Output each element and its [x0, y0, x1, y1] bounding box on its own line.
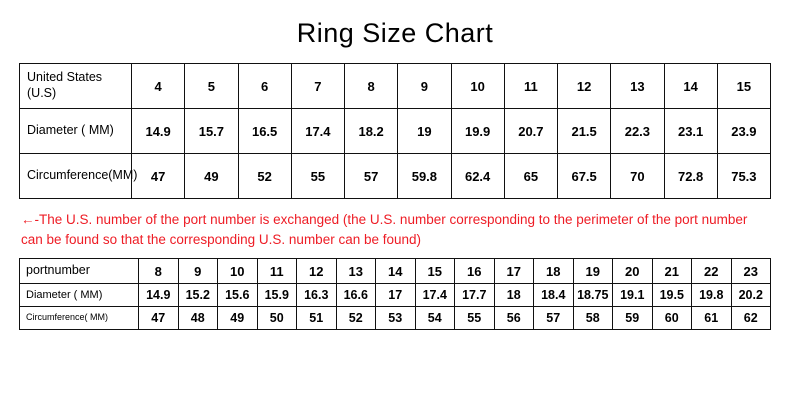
cell-diameter: 23.9: [717, 109, 770, 154]
cell-diameter: 18: [494, 284, 534, 307]
cell-diameter: 19.1: [613, 284, 653, 307]
cell-diameter: 17.4: [291, 109, 344, 154]
cell-circumference: 52: [238, 154, 291, 199]
cell-circumference: 60: [652, 307, 692, 330]
cell-circumference: 49: [185, 154, 238, 199]
cell-circumference: 53: [376, 307, 416, 330]
cell-port-number: 16: [455, 259, 495, 284]
cell-circumference: 67.5: [558, 154, 611, 199]
cell-diameter: 21.5: [558, 109, 611, 154]
table-row: [20, 109, 771, 154]
us-size-table: [19, 63, 771, 199]
cell-circumference: 61: [692, 307, 732, 330]
cell-diameter: 20.2: [731, 284, 771, 307]
cell-diameter: 23.1: [664, 109, 717, 154]
cell-circumference: 55: [291, 154, 344, 199]
cell-circumference: 65: [504, 154, 557, 199]
cell-circumference: 56: [494, 307, 534, 330]
row-label-circumference: Circumference(MM): [20, 154, 132, 199]
cell-circumference: 72.8: [664, 154, 717, 199]
cell-circumference: 51: [297, 307, 337, 330]
cell-diameter: 19.8: [692, 284, 732, 307]
cell-port-number: 22: [692, 259, 732, 284]
cell-circumference: 58: [573, 307, 613, 330]
cell-circumference: 52: [336, 307, 376, 330]
cell-port-number: 11: [257, 259, 297, 284]
cell-diameter: 17.4: [415, 284, 455, 307]
cell-diameter: 19.5: [652, 284, 692, 307]
cell-port-number: 13: [336, 259, 376, 284]
cell-diameter: 15.2: [178, 284, 218, 307]
cell-us-size: 4: [132, 64, 185, 109]
cell-port-number: 14: [376, 259, 416, 284]
cell-port-number: 9: [178, 259, 218, 284]
cell-port-number: 21: [652, 259, 692, 284]
port-number-table: [19, 258, 771, 330]
cell-us-size: 11: [504, 64, 557, 109]
cell-circumference: 49: [218, 307, 258, 330]
row-label-circumference: Circumference( MM): [20, 307, 139, 330]
cell-circumference: 57: [534, 307, 574, 330]
cell-diameter: 16.6: [336, 284, 376, 307]
cell-circumference: 62: [731, 307, 771, 330]
page-title: Ring Size Chart: [296, 18, 494, 48]
cell-circumference: 62.4: [451, 154, 504, 199]
cell-us-size: 13: [611, 64, 664, 109]
cell-port-number: 20: [613, 259, 653, 284]
table-row: [20, 259, 771, 284]
cell-diameter: 16.5: [238, 109, 291, 154]
cell-diameter: 20.7: [504, 109, 557, 154]
cell-us-size: 8: [345, 64, 398, 109]
cell-port-number: 10: [218, 259, 258, 284]
cell-us-size: 10: [451, 64, 504, 109]
cell-diameter: 16.3: [297, 284, 337, 307]
cell-diameter: 19.9: [451, 109, 504, 154]
cell-port-number: 17: [494, 259, 534, 284]
cell-circumference: 50: [257, 307, 297, 330]
cell-us-size: 9: [398, 64, 451, 109]
cell-diameter: 14.9: [132, 109, 185, 154]
cell-circumference: 47: [132, 154, 185, 199]
cell-us-size: 6: [238, 64, 291, 109]
table-row: [20, 154, 771, 199]
cell-port-number: 23: [731, 259, 771, 284]
cell-circumference: 59.8: [398, 154, 451, 199]
cell-diameter: 17.7: [455, 284, 495, 307]
row-label-us: United States (U.S): [20, 64, 132, 109]
cell-us-size: 15: [717, 64, 770, 109]
cell-circumference: 75.3: [717, 154, 770, 199]
cell-diameter: 15.6: [218, 284, 258, 307]
cell-diameter: 22.3: [611, 109, 664, 154]
conversion-note: ←-The U.S. number of the port number is exchanged (the U.S. number corresponding to the perimeter of the port number can be found so that the corresponding U.S. number can be found): [21, 212, 748, 247]
cell-circumference: 55: [455, 307, 495, 330]
cell-port-number: 12: [297, 259, 337, 284]
table-row: [20, 284, 771, 307]
cell-port-number: 18: [534, 259, 574, 284]
cell-diameter: 14.9: [139, 284, 179, 307]
cell-circumference: 48: [178, 307, 218, 330]
table-row: [20, 307, 771, 330]
row-label-diameter: Diameter ( MM): [20, 284, 139, 307]
cell-us-size: 14: [664, 64, 717, 109]
row-label-diameter: Diameter ( MM): [20, 109, 132, 154]
cell-circumference: 54: [415, 307, 455, 330]
cell-diameter: 18.2: [345, 109, 398, 154]
cell-us-size: 5: [185, 64, 238, 109]
cell-diameter: 18.75: [573, 284, 613, 307]
cell-circumference: 47: [139, 307, 179, 330]
cell-port-number: 8: [139, 259, 179, 284]
table-row: [20, 64, 771, 109]
row-label-portnumber: portnumber: [20, 259, 139, 284]
cell-circumference: 70: [611, 154, 664, 199]
cell-port-number: 15: [415, 259, 455, 284]
cell-diameter: 19: [398, 109, 451, 154]
cell-circumference: 57: [345, 154, 398, 199]
cell-diameter: 15.7: [185, 109, 238, 154]
cell-us-size: 12: [558, 64, 611, 109]
cell-circumference: 59: [613, 307, 653, 330]
cell-diameter: 15.9: [257, 284, 297, 307]
cell-us-size: 7: [291, 64, 344, 109]
cell-diameter: 17: [376, 284, 416, 307]
cell-port-number: 19: [573, 259, 613, 284]
cell-diameter: 18.4: [534, 284, 574, 307]
